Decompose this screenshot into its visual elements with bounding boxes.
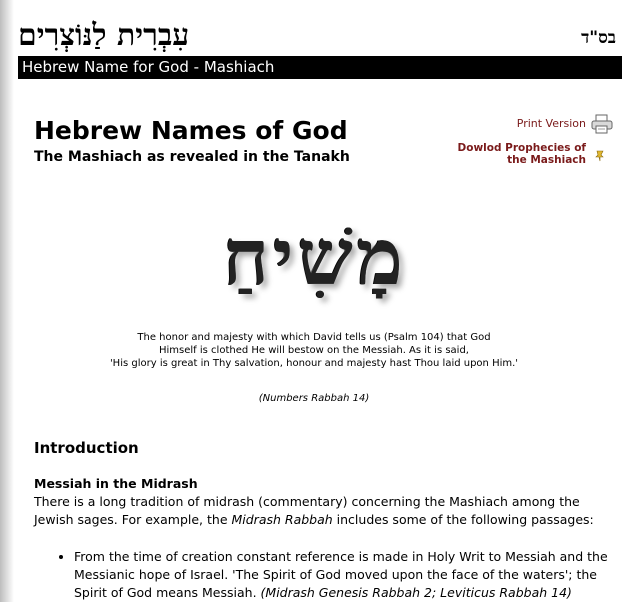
print-version-link[interactable]: Print Version [516, 117, 586, 130]
download-prophecies-line1: Dowlod Prophecies of [457, 142, 586, 154]
midrash-section-heading: Messiah in the Midrash [34, 476, 198, 491]
para-text: includes some of the following passages: [332, 512, 594, 527]
quote-line: Himself is clothed He will bestow on the Messiah. As it is said, [159, 345, 469, 356]
midrash-quote [34, 331, 594, 370]
list-item [74, 548, 614, 602]
download-prophecies-link[interactable] [426, 142, 586, 166]
intro-paragraph [34, 493, 614, 529]
quote-line: The honor and majesty with which David tells us (Psalm 104) that God [137, 332, 491, 343]
para-text: There is a long tradition of midrash (commentary) concerning the Mashiach among the Jewish sages. For example, the [34, 494, 580, 527]
download-prophecies-line2: the Mashiach [507, 154, 586, 166]
page-title: Hebrew Names of God [34, 116, 348, 145]
site-logo[interactable]: עִבְרִית לַנּוֹצְרִים [18, 18, 190, 53]
page-subtitle: The Mashiach as revealed in the Tanakh [34, 149, 350, 165]
quote-line: 'His glory is great in Thy salvation, honour and majesty hast Thou laid upon Him.' [109, 358, 519, 369]
page-shadow [0, 0, 14, 602]
midrash-rabbah-title: Midrash Rabbah [231, 512, 333, 527]
list-item-text: From the time of creation constant reference is made in Holy Writ to Messiah and the Messianic hope of Israel. 'The Spirit of God moved upon the face of the waters'; the Spirit of God means Messiah. [74, 549, 608, 600]
printer-icon[interactable] [591, 114, 613, 134]
site-header [18, 18, 622, 54]
quote-citation: (Numbers Rabbah 14) [258, 393, 370, 404]
introduction-heading: Introduction [34, 439, 139, 457]
mashiach-hebrew-graphic [170, 203, 460, 318]
pin-icon[interactable] [594, 150, 606, 162]
midrash-passages-list [34, 548, 614, 602]
bsd-mark: בס"ד [581, 28, 616, 48]
list-item-citation: (Midrash Genesis Rabbah 2; Leviticus Rabbah 14) [260, 585, 572, 600]
title-banner: Hebrew Name for God - Mashiach [18, 56, 622, 79]
mashiach-hebrew-word: מָשִׁיחַ [170, 203, 460, 313]
